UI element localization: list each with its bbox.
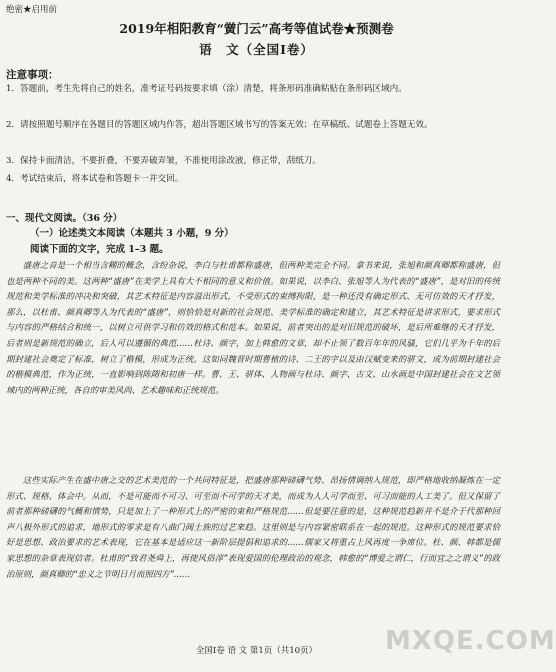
notice-item: 1．答题前，考生先将自己的姓名，准考证号码按要求填（涂）清楚，将条形码准确粘贴在条形码区域内。 xyxy=(6,84,407,94)
notice-heading: 注意事项： xyxy=(6,69,59,81)
notice-item: 4．考试结束后，将本试卷和答题卡一并交回。 xyxy=(6,174,184,184)
section-heading: 一、现代文阅读。（36 分） xyxy=(6,213,123,224)
notice-item: 3．保持卡面清洁，不要折叠，不要弄破弄皱，不准使用涂改液，修正带，刮纸刀。 xyxy=(6,156,321,166)
page-subtitle: 语 文（全国Ⅰ卷） xyxy=(199,42,314,57)
notice-item: 2．请按照题号顺序在各题目的答题区域内作答，超出答题区域书写的答案无效；在草稿纸、试题卷上答题无效。 xyxy=(6,120,433,130)
page-footer: 全国Ⅰ卷 语 文 第1页（共10页） xyxy=(195,646,318,656)
watermark-logo: MXQE.COM xyxy=(385,626,556,656)
secret-label: 绝密★启用前 xyxy=(6,5,58,15)
page-title: 2019年相阳教育“黉门云”高考等值试卷★预测卷 xyxy=(119,21,394,36)
reading-instruction: 阅读下面的文字，完成 1–3 题。 xyxy=(30,244,169,255)
subsection-heading: （一）论述类文本阅读（本题共 3 小题，9 分） xyxy=(30,228,234,239)
passage-paragraph: 这些实际产生在盛中唐之交的艺术美范的一个共同特征是，把盛唐那种磅礴气势、昂扬情调纳入规范，即严格地收纳凝炼在一定形式、规格、体会中。从而，不是可能而不可习、可至而不可学的天才美，而成为人人可学而至、可习而能的人工美了。但又保留了前者那种磅礴的气概和情势，只是加上了一种形式上的严密的束和严格规范……但是要注意的是，这种规范趋新并不是介于代那种回声八极外形式的追求，地形式的零求是有八曲门阀士族的过艺来趋。这里则是与内容紧密联系在一起的规范。这种形式的规范要求恰好是思想、政治要求的艺术表现，它在基本是适应这一新阶层提倡和追求的……儒家又将重占上风再度一争席位。杜、颜、韩都是儒家思想的杂章表现信者。杜甫的“致君尧舜上，再使风俗淳”表现爱国的伦理政治的观念，韩愈的“博爱之谓仁，行而宜之之谓义”的政治原则，颜真卿的“忠义之节明日月而照四方”…… xyxy=(6,475,500,579)
passage-paragraph: 盛唐之音是一个相当含糊的概念，含纷杂说，李白与杜甫都称盛唐，但两种美完全不同。拿书来说，张旭和颜真卿都称盛唐，但也是两种不同的美。这两种“盛唐”在美学上具有大不相同的意义和价值。如果说，以李白、张旭等人为代表的“盛唐”，是对旧的传统规范和美学标准的冲决和突破，其艺术特征是内容溢出形式，不受形式的束缚拘限，是一种还没有确定形式、无可仿效的天才抒发，那么，以杜甫、颜真卿等人为代表的“盛唐”，则恰恰是对新的社会规范、美学标准的确定和建立，其艺术特征是讲求形式，要求形式与内容的严格结合和统一，以树立可供学习和仿效的格式和范本。如果说，前者突出的是对旧规范的破坏，是后所难继的天才抒发，后者则是新规范的确立，后人可以遵循的典范……杜诗、颜字，加上韩愈的文章，却不止领了数百年年的风骚，它们几乎为千年的后期封建社会奠定了标准，树立了楷模，形成为正统。这如同魏晋时期曹植的诗、二王的字以及由汉赋变来的骈文，成为前期封建社会的楷模典范，作为正统，一直影响到陈隋和初唐一样。曹、王、骈体、人物画与杜诗、颜字、古文、山水画是中国封建社会在文艺领域内的两种正统，各自的审美风尚、艺术趣味和正统规范。 xyxy=(6,260,500,395)
